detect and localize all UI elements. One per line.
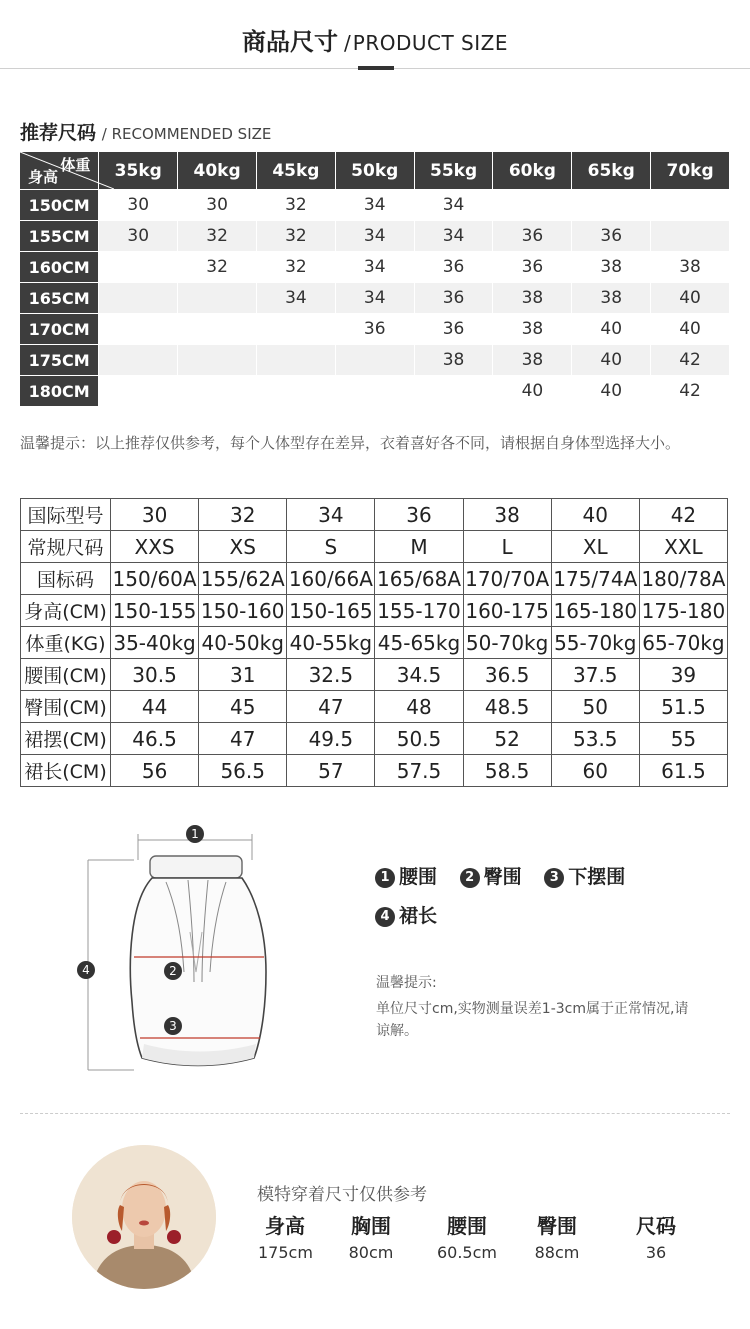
height-row-header: 155CM [20, 221, 99, 252]
spec-cell: XXS [111, 531, 199, 563]
model-stat-height [258, 1210, 312, 1262]
spec-cell: 30.5 [111, 659, 199, 691]
spec-row-label: 常规尺码 [21, 531, 111, 563]
spec-cell: 36 [375, 499, 463, 531]
table-row [21, 595, 728, 627]
table-row [21, 531, 728, 563]
spec-cell: 45 [199, 691, 287, 723]
marker-1: 1 [186, 825, 204, 843]
weight-header: 60kg [493, 152, 572, 190]
size-cell: 36 [414, 283, 493, 314]
spec-cell: 38 [463, 499, 551, 531]
legend-label: 腰围 [399, 866, 438, 888]
legend-row-2 [375, 901, 641, 928]
size-cell: 36 [572, 221, 651, 252]
spec-cell: 155/62A [199, 563, 287, 595]
model-photo [72, 1145, 216, 1289]
spec-cell: 56 [111, 755, 199, 787]
height-row-header: 175CM [20, 345, 99, 376]
size-cell: 32 [256, 221, 335, 252]
size-cell [572, 190, 651, 221]
spec-row-label: 裙长(CM) [21, 755, 111, 787]
size-spec-table [20, 498, 728, 787]
model-stat-value: 88cm [534, 1243, 580, 1262]
spec-cell: XXL [639, 531, 727, 563]
model-stat-key: 腰围 [447, 1214, 487, 1238]
height-row-header: 170CM [20, 314, 99, 345]
spec-row-label: 腰围(CM) [21, 659, 111, 691]
header-accent-bar [358, 66, 394, 70]
size-cell: 38 [651, 252, 730, 283]
recommended-title-cn: 推荐尺码 [20, 122, 97, 144]
table-row [21, 627, 728, 659]
size-cell: 40 [572, 345, 651, 376]
size-cell: 40 [493, 376, 572, 407]
table-row [20, 345, 730, 376]
legend-item [544, 862, 625, 889]
spec-cell: 175/74A [551, 563, 639, 595]
size-cell: 38 [572, 252, 651, 283]
table-row [20, 314, 730, 345]
spec-cell: 150-155 [111, 595, 199, 627]
height-row-header: 150CM [20, 190, 99, 221]
spec-cell: 32.5 [287, 659, 375, 691]
recommended-size-table [20, 152, 730, 407]
spec-cell: 31 [199, 659, 287, 691]
size-cell [335, 345, 414, 376]
title-cn: 商品尺寸 [242, 28, 339, 56]
weight-header: 65kg [572, 152, 651, 190]
size-cell: 40 [651, 283, 730, 314]
spec-cell: 47 [199, 723, 287, 755]
legend-label: 臀围 [483, 866, 522, 888]
spec-row-label: 身高(CM) [21, 595, 111, 627]
legend-item [375, 862, 437, 889]
note-body: 单位尺寸cm,实物测量误差1-3cm属于正常情况,请谅解。 [376, 1001, 689, 1039]
table-row [20, 190, 730, 221]
spec-cell: 180/78A [639, 563, 727, 595]
spec-cell: 50.5 [375, 723, 463, 755]
marker-2: 2 [164, 962, 182, 980]
model-stat-value: 60.5cm [436, 1243, 497, 1262]
spec-cell: XS [199, 531, 287, 563]
spec-cell: 36.5 [463, 659, 551, 691]
spec-cell: 35-40kg [111, 627, 199, 659]
table-row [20, 252, 730, 283]
size-cell: 42 [651, 345, 730, 376]
size-cell [651, 190, 730, 221]
legend-label: 裙长 [399, 905, 438, 927]
spec-cell: 55-70kg [551, 627, 639, 659]
spec-cell: 40-55kg [287, 627, 375, 659]
spec-cell: 45-65kg [375, 627, 463, 659]
corner-height-label: 身高 [28, 168, 59, 186]
spec-cell: 57.5 [375, 755, 463, 787]
recommended-title-en: / RECOMMENDED SIZE [101, 125, 272, 143]
size-cell: 36 [414, 314, 493, 345]
model-portrait-icon [72, 1145, 216, 1289]
recommended-title [20, 118, 271, 145]
size-cell: 34 [335, 221, 414, 252]
size-cell [99, 252, 178, 283]
weight-header: 70kg [651, 152, 730, 190]
size-cell: 40 [651, 314, 730, 345]
size-cell: 30 [99, 190, 178, 221]
title-separator: / [344, 31, 351, 55]
spec-row-label: 国标码 [21, 563, 111, 595]
size-cell: 38 [493, 345, 572, 376]
spec-cell: 50-70kg [463, 627, 551, 659]
spec-table-body [21, 499, 728, 787]
size-cell: 38 [493, 314, 572, 345]
height-row-header: 165CM [20, 283, 99, 314]
spec-cell: 50 [551, 691, 639, 723]
size-cell: 38 [493, 283, 572, 314]
table-row [20, 376, 730, 407]
size-cell [651, 221, 730, 252]
spec-cell: 60 [551, 755, 639, 787]
model-stat-key: 尺码 [636, 1214, 676, 1238]
table-row [21, 659, 728, 691]
size-cell: 34 [414, 221, 493, 252]
size-cell [99, 345, 178, 376]
weight-header: 40kg [178, 152, 257, 190]
model-stat-key: 身高 [265, 1214, 305, 1238]
spec-cell: 34.5 [375, 659, 463, 691]
size-cell: 36 [414, 252, 493, 283]
size-cell: 38 [414, 345, 493, 376]
table-row [20, 283, 730, 314]
size-cell: 34 [335, 283, 414, 314]
spec-cell: 150-160 [199, 595, 287, 627]
spec-cell: 61.5 [639, 755, 727, 787]
spec-cell: 42 [639, 499, 727, 531]
legend-row-1 [375, 862, 641, 889]
spec-cell: 47 [287, 691, 375, 723]
table-row [21, 563, 728, 595]
spec-cell: 37.5 [551, 659, 639, 691]
spec-cell: 55 [639, 723, 727, 755]
legend-item [460, 862, 522, 889]
size-cell: 36 [493, 221, 572, 252]
size-cell [256, 345, 335, 376]
spec-row-label: 国际型号 [21, 499, 111, 531]
spec-cell: 32 [199, 499, 287, 531]
model-caption: 模特穿着尺寸仅供参考 [257, 1185, 427, 1205]
spec-cell: XL [551, 531, 639, 563]
size-cell: 32 [256, 252, 335, 283]
spec-cell: M [375, 531, 463, 563]
spec-cell: 160/66A [287, 563, 375, 595]
table-corner-cell [20, 152, 99, 190]
height-row-header: 180CM [20, 376, 99, 407]
measurement-legend [375, 862, 641, 928]
table-row [21, 755, 728, 787]
table-header-row [20, 152, 730, 190]
model-stat-waist [436, 1210, 498, 1262]
spec-cell: 53.5 [551, 723, 639, 755]
note-title: 温馨提示: [376, 975, 437, 991]
size-cell: 32 [178, 252, 257, 283]
spec-cell: 48.5 [463, 691, 551, 723]
spec-cell: 30 [111, 499, 199, 531]
model-stat-value: 80cm [348, 1243, 394, 1262]
size-cell [99, 283, 178, 314]
spec-cell: 44 [111, 691, 199, 723]
size-cell: 40 [572, 376, 651, 407]
model-stat-value: 175cm [258, 1243, 313, 1262]
spec-cell: 150-165 [287, 595, 375, 627]
table-row [21, 499, 728, 531]
spec-cell: L [463, 531, 551, 563]
size-cell: 34 [335, 190, 414, 221]
spec-row-label: 体重(KG) [21, 627, 111, 659]
size-cell: 30 [178, 190, 257, 221]
spec-cell: 175-180 [639, 595, 727, 627]
spec-cell: 165-180 [551, 595, 639, 627]
size-cell: 34 [414, 190, 493, 221]
recommended-table-body [20, 190, 730, 407]
recommendation-tip: 温馨提示：以上推荐仅供参考，每个人体型存在差异，衣着喜好各不同，请根据自身体型选择大小。 [20, 434, 681, 452]
size-cell: 32 [178, 221, 257, 252]
spec-cell: 40 [551, 499, 639, 531]
size-cell [99, 314, 178, 345]
corner-weight-label: 体重 [60, 156, 91, 174]
spec-cell: 58.5 [463, 755, 551, 787]
spec-cell: 51.5 [639, 691, 727, 723]
size-cell [178, 314, 257, 345]
weight-header: 55kg [414, 152, 493, 190]
model-stat-size [628, 1210, 684, 1262]
spec-row-label: 臀围(CM) [21, 691, 111, 723]
spec-cell: 170/70A [463, 563, 551, 595]
marker-4: 4 [77, 961, 95, 979]
size-cell: 36 [335, 314, 414, 345]
spec-cell: 46.5 [111, 723, 199, 755]
section-divider [20, 1113, 730, 1114]
size-cell [414, 376, 493, 407]
size-cell [178, 345, 257, 376]
spec-cell: 57 [287, 755, 375, 787]
size-cell [493, 190, 572, 221]
spec-cell: 150/60A [111, 563, 199, 595]
size-cell: 34 [335, 252, 414, 283]
size-cell [335, 376, 414, 407]
spec-row-label: 裙摆(CM) [21, 723, 111, 755]
size-cell: 32 [256, 190, 335, 221]
spec-cell: 65-70kg [639, 627, 727, 659]
legend-label: 下摆围 [568, 866, 626, 888]
size-cell: 38 [572, 283, 651, 314]
spec-cell: S [287, 531, 375, 563]
model-stat-key: 胸围 [351, 1214, 391, 1238]
size-cell [178, 283, 257, 314]
spec-cell: 56.5 [199, 755, 287, 787]
legend-number: 3 [544, 868, 564, 888]
spec-cell: 34 [287, 499, 375, 531]
size-cell: 40 [572, 314, 651, 345]
size-cell [99, 376, 178, 407]
spec-cell: 48 [375, 691, 463, 723]
table-row [20, 221, 730, 252]
title-en: PRODUCT SIZE [352, 31, 508, 55]
spec-cell: 155-170 [375, 595, 463, 627]
height-row-header: 160CM [20, 252, 99, 283]
model-stat-key: 臀围 [537, 1214, 577, 1238]
weight-header: 50kg [335, 152, 414, 190]
spec-cell: 49.5 [287, 723, 375, 755]
legend-number: 4 [375, 907, 395, 927]
weight-header: 35kg [99, 152, 178, 190]
marker-3: 3 [164, 1017, 182, 1035]
legend-number: 1 [375, 868, 395, 888]
model-stat-hips [530, 1210, 584, 1262]
spec-cell: 40-50kg [199, 627, 287, 659]
spec-cell: 39 [639, 659, 727, 691]
size-cell: 36 [493, 252, 572, 283]
skirt-measurement-diagram [70, 822, 330, 1086]
model-stat-bust [344, 1210, 398, 1262]
spec-cell: 165/68A [375, 563, 463, 595]
size-cell: 34 [256, 283, 335, 314]
table-row [21, 691, 728, 723]
spec-cell: 160-175 [463, 595, 551, 627]
model-stat-value: 36 [645, 1243, 667, 1262]
skirt-illustration [70, 822, 330, 1082]
page-title [0, 22, 750, 57]
legend-item [375, 901, 437, 928]
weight-header: 45kg [256, 152, 335, 190]
size-cell: 30 [99, 221, 178, 252]
size-cell [256, 376, 335, 407]
size-cell [178, 376, 257, 407]
size-cell [256, 314, 335, 345]
spec-cell: 52 [463, 723, 551, 755]
legend-number: 2 [460, 868, 480, 888]
table-row [21, 723, 728, 755]
size-cell: 42 [651, 376, 730, 407]
